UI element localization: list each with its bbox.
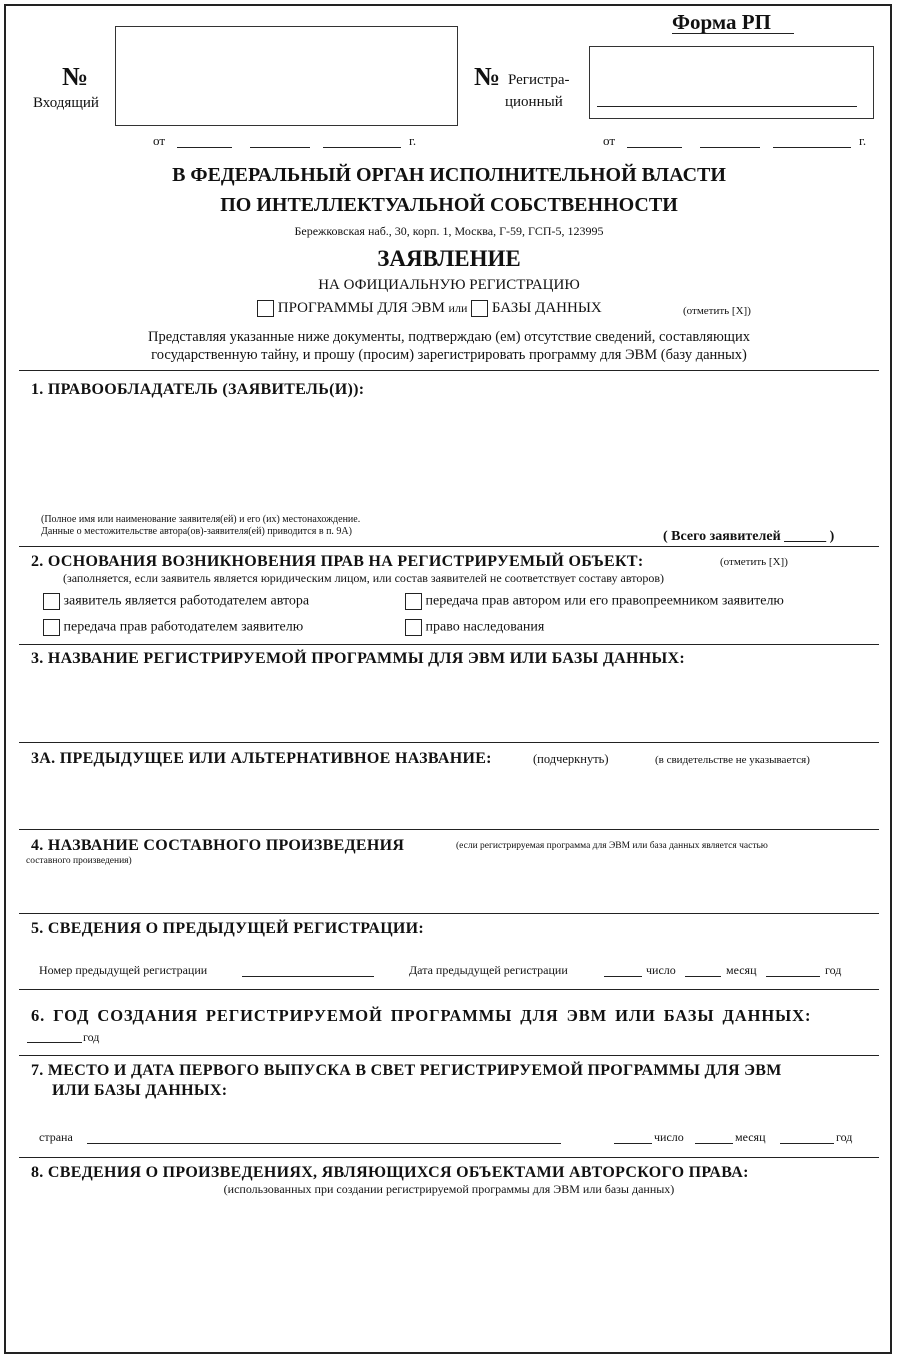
section-4-hint-2: составного произведения) [26,856,132,866]
divider [19,546,879,547]
basis-transfer-employer-checkbox[interactable] [43,619,60,636]
basis-inheritance-label: право наследования [425,619,545,635]
section-2-title: 2. ОСНОВАНИЯ ВОЗНИКНОВЕНИЯ ПРАВ НА РЕГИСТРИРУЕМЫЙ ОБЪЕКТ: [31,553,644,570]
release-day-line[interactable] [614,1143,652,1144]
prev-reg-day-label: число [646,963,676,977]
release-country-label: страна [39,1130,73,1144]
section-1-note-1: (Полное имя или наименование заявителя(ей) и его (их) местонахождение. [41,514,361,525]
form-subtitle: НА ОФИЦИАЛЬНУЮ РЕГИСТРАЦИЮ [318,277,580,293]
registration-number-box[interactable] [589,46,874,119]
divider [19,1055,879,1056]
incoming-year-line[interactable] [323,147,401,148]
intro-line-1: Представляя указанные ниже документы, подтверждаю (ем) отсутствие сведений, составляющих [148,329,750,345]
agency-line-1: В ФЕДЕРАЛЬНЫЙ ОРГАН ИСПОЛНИТЕЛЬНОЙ ВЛАСТИ [172,164,726,186]
form-id-underline [672,33,794,34]
prev-reg-year-line[interactable] [766,976,820,977]
rightholder-field[interactable] [20,400,878,508]
prev-reg-month-line[interactable] [685,976,721,977]
registration-year-line[interactable] [773,147,851,148]
section-1-title: 1. ПРАВООБЛАДАТЕЛЬ (ЗАЯВИТЕЛЬ(И)): [31,381,365,398]
basis-option-transfer-author[interactable] [405,593,784,610]
registration-day-line[interactable] [627,147,682,148]
database-checkbox[interactable] [471,300,488,317]
incoming-year-suffix: г. [409,133,417,148]
divider [19,989,879,990]
basis-employer-checkbox[interactable] [43,593,60,610]
prev-reg-number-line[interactable] [242,976,374,977]
section-3a-hint-2: (в свидетельстве не указывается) [655,754,810,766]
applicants-total[interactable]: ( Всего заявителей ______ ) [663,529,835,544]
creation-year-label: год [83,1030,100,1044]
incoming-from-label: от [153,133,166,148]
basis-transfer-employer-label: передача прав работодателем заявителю [63,619,304,635]
incoming-number-sign: № [62,62,89,91]
divider [19,913,879,914]
composite-work-field[interactable] [20,870,878,910]
creation-year-line[interactable] [27,1042,82,1043]
registration-type-options [257,300,602,317]
section-1-note-2: Данные о местожительстве автора(ов)-заявителя(ей) приводится в п. 9А) [41,526,352,537]
registration-month-line[interactable] [700,147,760,148]
section-6-title: 6. ГОД СОЗДАНИЯ РЕГИСТРИРУЕМОЙ ПРОГРАММЫ ДЛЯ ЭВМ ИЛИ БАЗЫ ДАННЫХ: [31,1006,812,1025]
section-7-title-2: ИЛИ БАЗЫ ДАННЫХ: [52,1082,228,1099]
alternative-name-field[interactable] [20,770,878,825]
divider [19,370,879,371]
basis-inheritance-checkbox[interactable] [405,619,422,636]
copyright-works-field[interactable] [20,1200,878,1348]
section-7-title-1: 7. МЕСТО И ДАТА ПЕРВОГО ВЫПУСКА В СВЕТ РЕГИСТРИРУЕМОЙ ПРОГРАММЫ ДЛЯ ЭВМ [31,1062,782,1079]
type-mark-hint: (отметить [X]) [683,305,751,317]
incoming-number-box[interactable] [115,26,458,126]
basis-employer-label: заявитель является работодателем автора [63,593,310,609]
registration-label-2: ционный [505,94,563,110]
form-title: ЗАЯВЛЕНИЕ [377,246,521,271]
release-day-label: число [654,1130,684,1144]
incoming-month-line[interactable] [250,147,310,148]
prev-reg-number-label: Номер предыдущей регистрации [39,963,208,977]
basis-option-inheritance[interactable] [405,619,544,636]
section-8-note: (использованных при создании регистрируемой программы для ЭВМ или базы данных) [223,1182,675,1196]
basis-option-transfer-employer[interactable] [43,619,303,636]
prev-reg-month-label: месяц [726,963,757,977]
prev-reg-date-label: Дата предыдущей регистрации [409,963,568,977]
intro-line-2: государственную тайну, и прошу (просим) зарегистрировать программу для ЭВМ (базу данных) [151,347,747,363]
divider [19,1157,879,1158]
section-3-title: 3. НАЗВАНИЕ РЕГИСТРИРУЕМОЙ ПРОГРАММЫ ДЛЯ ЭВМ ИЛИ БАЗЫ ДАННЫХ: [31,650,686,667]
section-2-note: (заполняется, если заявитель является юридическим лицом, или состав заявителей не соответствует составу авторов) [63,571,664,585]
section-3a-title: 3А. ПРЕДЫДУЩЕЕ ИЛИ АЛЬТЕРНАТИВНОЕ НАЗВАНИЕ: [31,750,492,767]
program-name-field[interactable] [20,670,878,738]
section-5-title: 5. СВЕДЕНИЯ О ПРЕДЫДУЩЕЙ РЕГИСТРАЦИИ: [31,920,425,937]
option-or: или [448,301,468,315]
program-checkbox[interactable] [257,300,274,317]
registration-number-sign: № [474,62,501,91]
divider [19,742,879,743]
registration-number-line [597,106,857,107]
release-year-label: год [836,1130,853,1144]
release-country-line[interactable] [87,1143,561,1144]
prev-reg-day-line[interactable] [604,976,642,977]
basis-option-employer[interactable] [43,593,309,610]
option-database: БАЗЫ ДАННЫХ [491,300,602,316]
registration-year-suffix: г. [859,133,867,148]
release-year-line[interactable] [780,1143,834,1144]
section-3a-hint-1: (подчеркнуть) [533,752,609,766]
section-4-hint-1: (если регистрируемая программа для ЭВМ или база данных является частью [456,841,768,851]
incoming-label: Входящий [33,95,99,111]
prev-reg-year-label: год [825,963,842,977]
section-4-title: 4. НАЗВАНИЕ СОСТАВНОГО ПРОИЗВЕДЕНИЯ [31,837,405,854]
release-month-line[interactable] [695,1143,733,1144]
incoming-day-line[interactable] [177,147,232,148]
section-8-title: 8. СВЕДЕНИЯ О ПРОИЗВЕДЕНИЯХ, ЯВЛЯЮЩИХСЯ ОБЪЕКТАМИ АВТОРСКОГО ПРАВА: [31,1164,749,1181]
registration-from-label: от [603,133,616,148]
release-month-label: месяц [735,1130,766,1144]
divider [19,644,879,645]
agency-line-2: ПО ИНТЕЛЛЕКТУАЛЬНОЙ СОБСТВЕННОСТИ [220,194,678,216]
form-id: Форма РП [672,10,771,34]
option-program: ПРОГРАММЫ ДЛЯ ЭВМ [277,300,445,316]
divider [19,829,879,830]
basis-transfer-author-checkbox[interactable] [405,593,422,610]
section-2-mark-hint: (отметить [X]) [720,556,788,568]
basis-transfer-author-label: передача прав автором или его правопреемником заявителю [425,593,784,609]
agency-address: Бережковская наб., 30, корп. 1, Москва, Г-59, ГСП-5, 123995 [294,224,604,238]
registration-label-1: Регистра- [508,72,570,88]
